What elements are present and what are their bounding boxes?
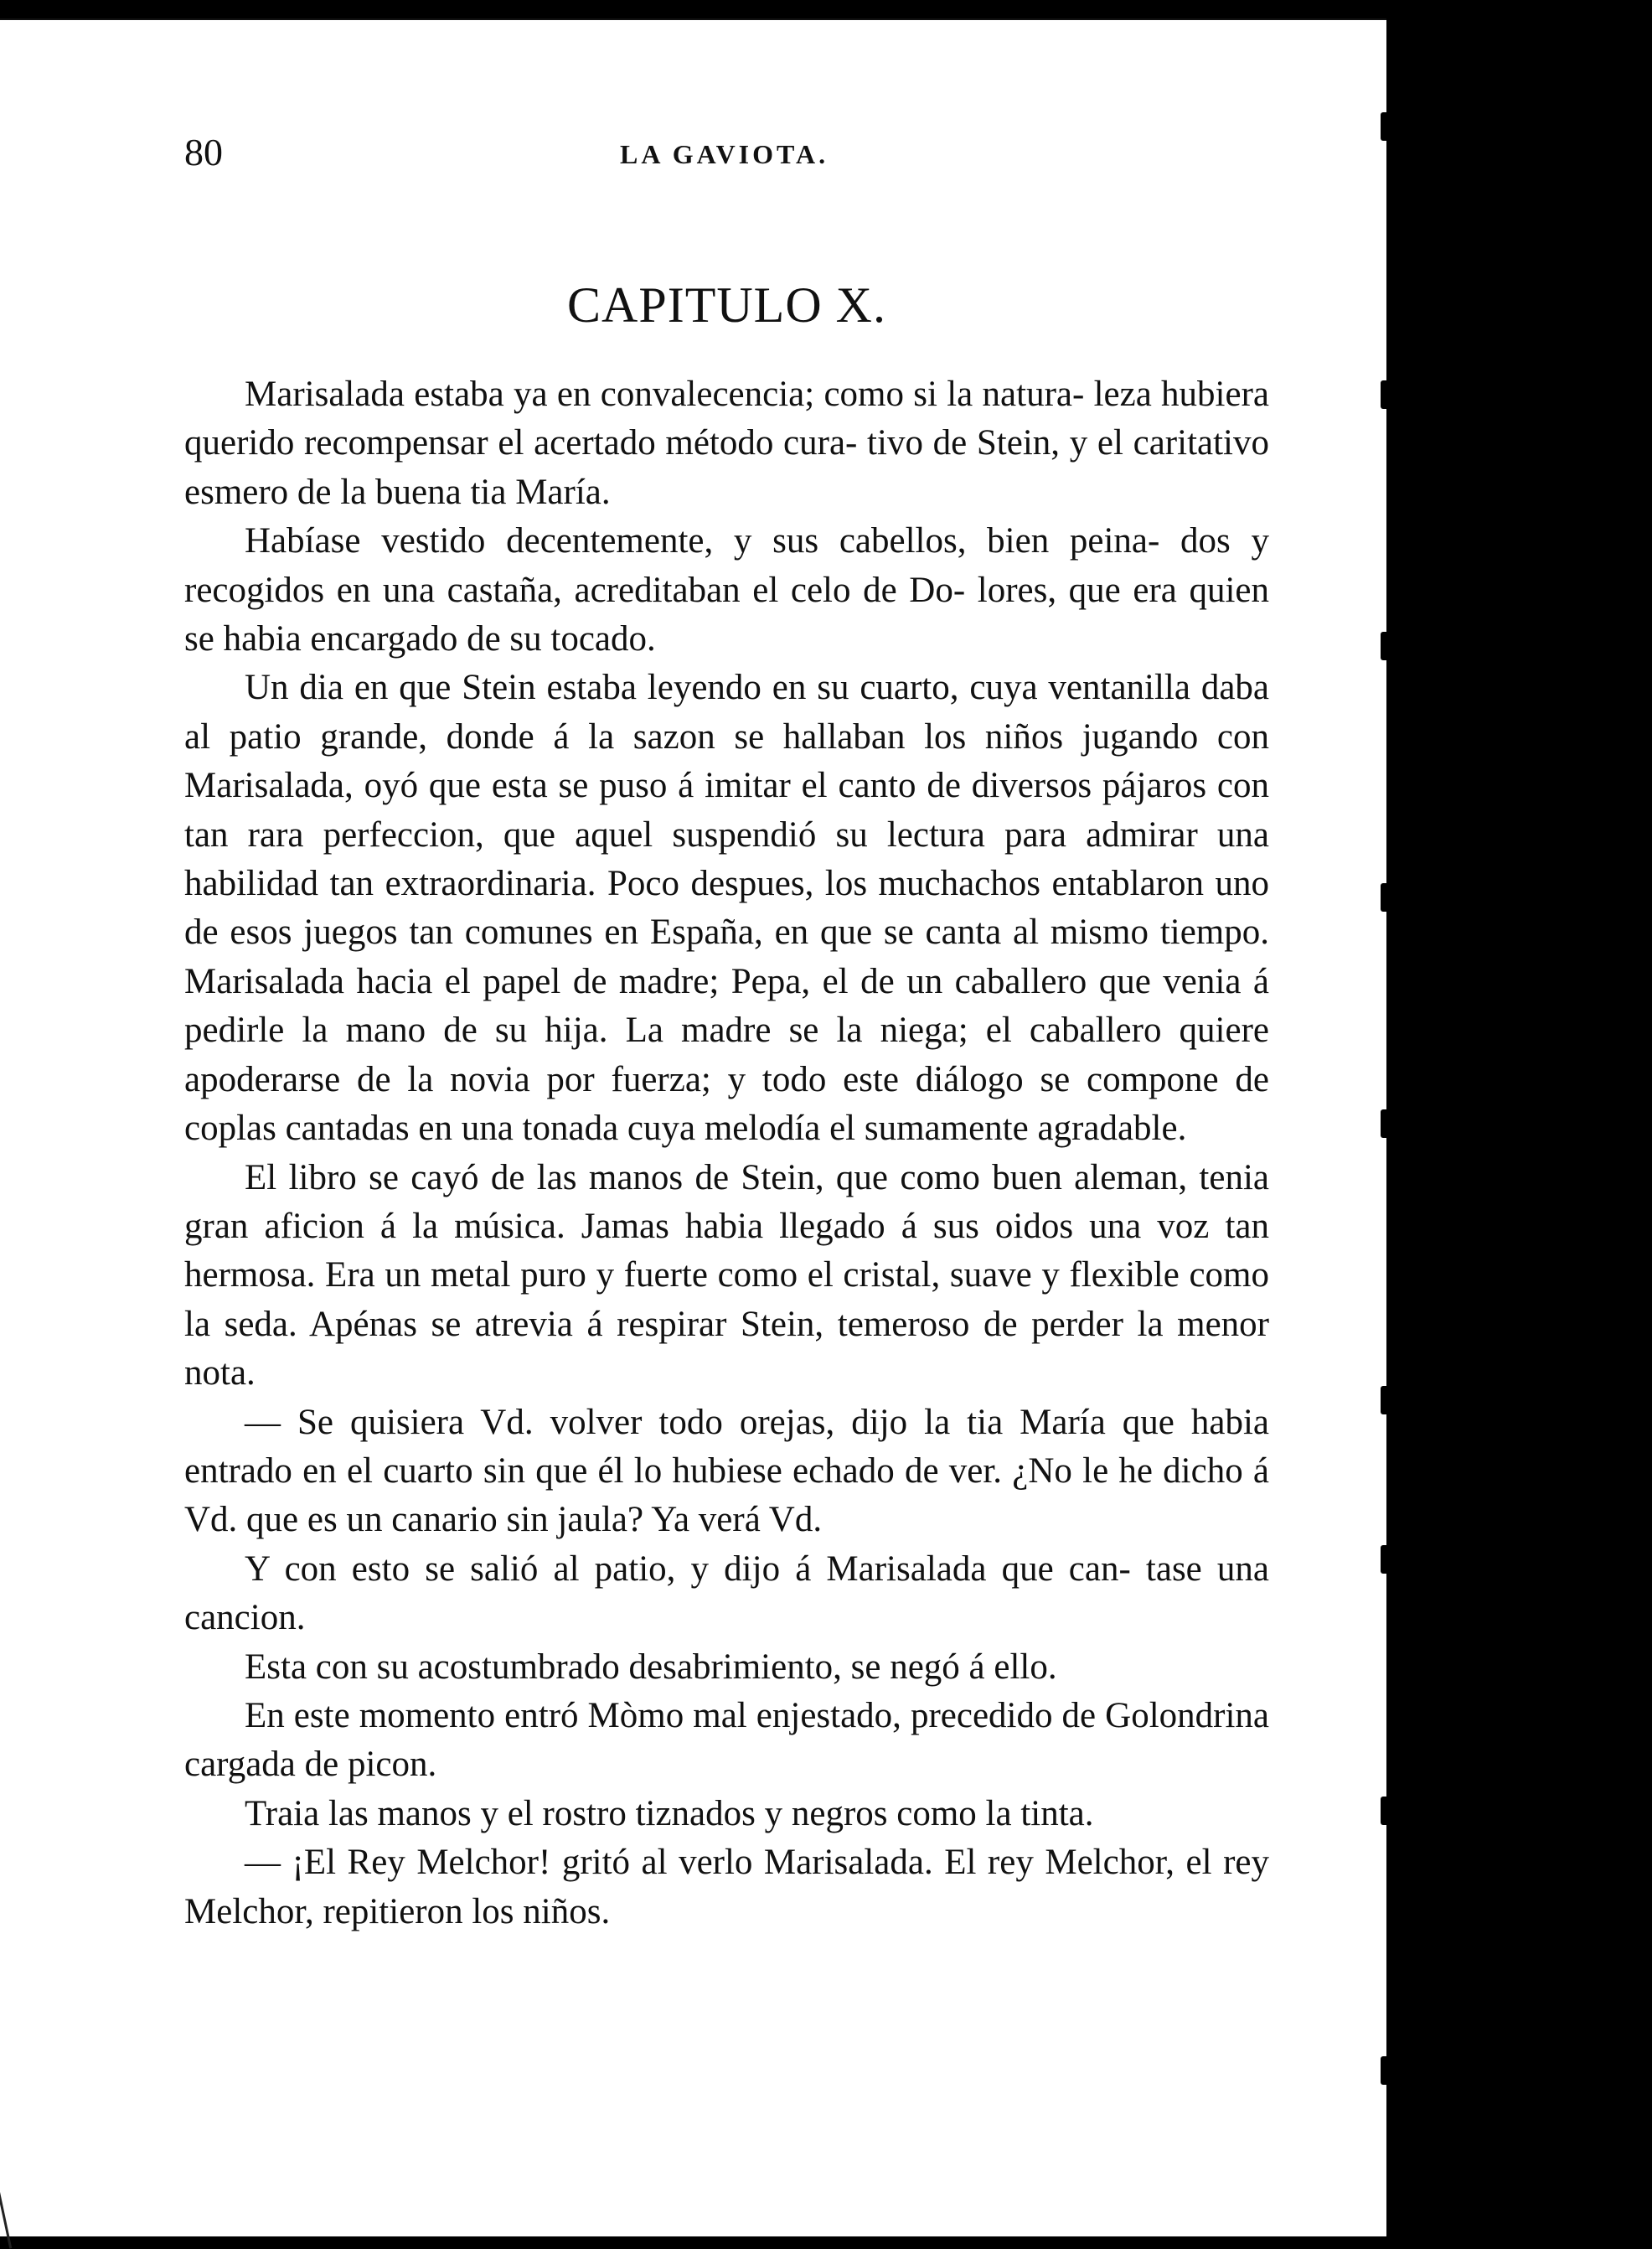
paragraph: — ¡El Rey Melchor! gritó al verlo Marisalada. El rey Melchor, el rey Melchor, repitieron los niños. [184, 1843, 1269, 1931]
binding-mark [1381, 112, 1391, 141]
paragraph: En este momento entró Mòmo mal enjestado, precedido de Golondrina cargada de picon. [184, 1695, 1269, 1785]
page-number: 80 [184, 131, 223, 173]
binding-mark [1381, 632, 1391, 660]
margin-pen-stroke [0, 2190, 12, 2248]
binding-edge-marks [1381, 20, 1394, 2236]
paragraph: Un dia en que Stein estaba leyendo en su cuarto, cuya ventanilla daba al patio grande, donde á la sazon se hallaban los niños jugando con Marisalada, oyó que esta se puso á imitar el canto de diversos pájaros con tan rara perfeccion, que aquel suspendió su lectura para admirar una habilidad tan extraordinaria. Poco despues, los muchachos entablaron uno de esos juegos tan comunes en España, en que se canta al mismo tiempo. Marisalada hacia el papel de madre; Pepa, el de un caballero que venia á pedirle la mano de su hija. La madre se la niega; el caballero quiere apoderarse de la novia por fuerza; y todo este diálogo se compone de coplas cantadas en una tonada cuya melodía el sumamente agradable. [184, 668, 1269, 1149]
binding-mark [1381, 1109, 1391, 1138]
body-text [184, 370, 1269, 1936]
book-page [0, 18, 1386, 2236]
binding-mark [1381, 1545, 1391, 1574]
paragraph: — Se quisiera Vd. volver todo orejas, dijo la tia María que habia entrado en el cuarto sin que él lo hubiese echado de ver. ¿No le he dicho á Vd. que es un canario sin jaula? Ya verá Vd. [184, 1402, 1269, 1540]
running-title: LA GAVIOTA. [620, 139, 829, 169]
binding-mark [1381, 380, 1391, 409]
paragraph: Habíase vestido decentemente, y sus cabellos, bien peina- dos y recogidos en una castaña, acreditaban el celo de Do- lores, que era quien se habia encargado de su tocado. [184, 521, 1269, 659]
page-header [184, 127, 1269, 178]
binding-mark [1381, 883, 1391, 912]
paragraph: Traia las manos y el rostro tiznados y negros como la tinta. [245, 1793, 1094, 1833]
paragraph: Y con esto se salió al patio, y dijo á Marisalada que can- tase una cancion. [184, 1548, 1269, 1638]
binding-mark [1381, 2056, 1391, 2085]
binding-mark [1381, 1386, 1391, 1414]
paragraph: Marisalada estaba ya en convalecencia; como si la natura- leza hubiera querido recompensar el acertado método cura- tivo de Stein, y el caritativo esmero de la buena tia María. [184, 375, 1269, 512]
paragraph: Esta con su acostumbrado desabrimiento, se negó á ello. [245, 1647, 1057, 1687]
chapter-title: CAPITULO X. [567, 277, 886, 333]
paragraph: El libro se cayó de las manos de Stein, que como buen aleman, tenia gran aficion á la música. Jamas habia llegado á sus oidos una voz tan hermosa. Era un metal puro y fuerte como el cristal, suave y flexible como la seda. Apénas se atrevia á respirar Stein, temeroso de perder la menor nota. [184, 1157, 1269, 1393]
binding-mark [1381, 1797, 1391, 1825]
